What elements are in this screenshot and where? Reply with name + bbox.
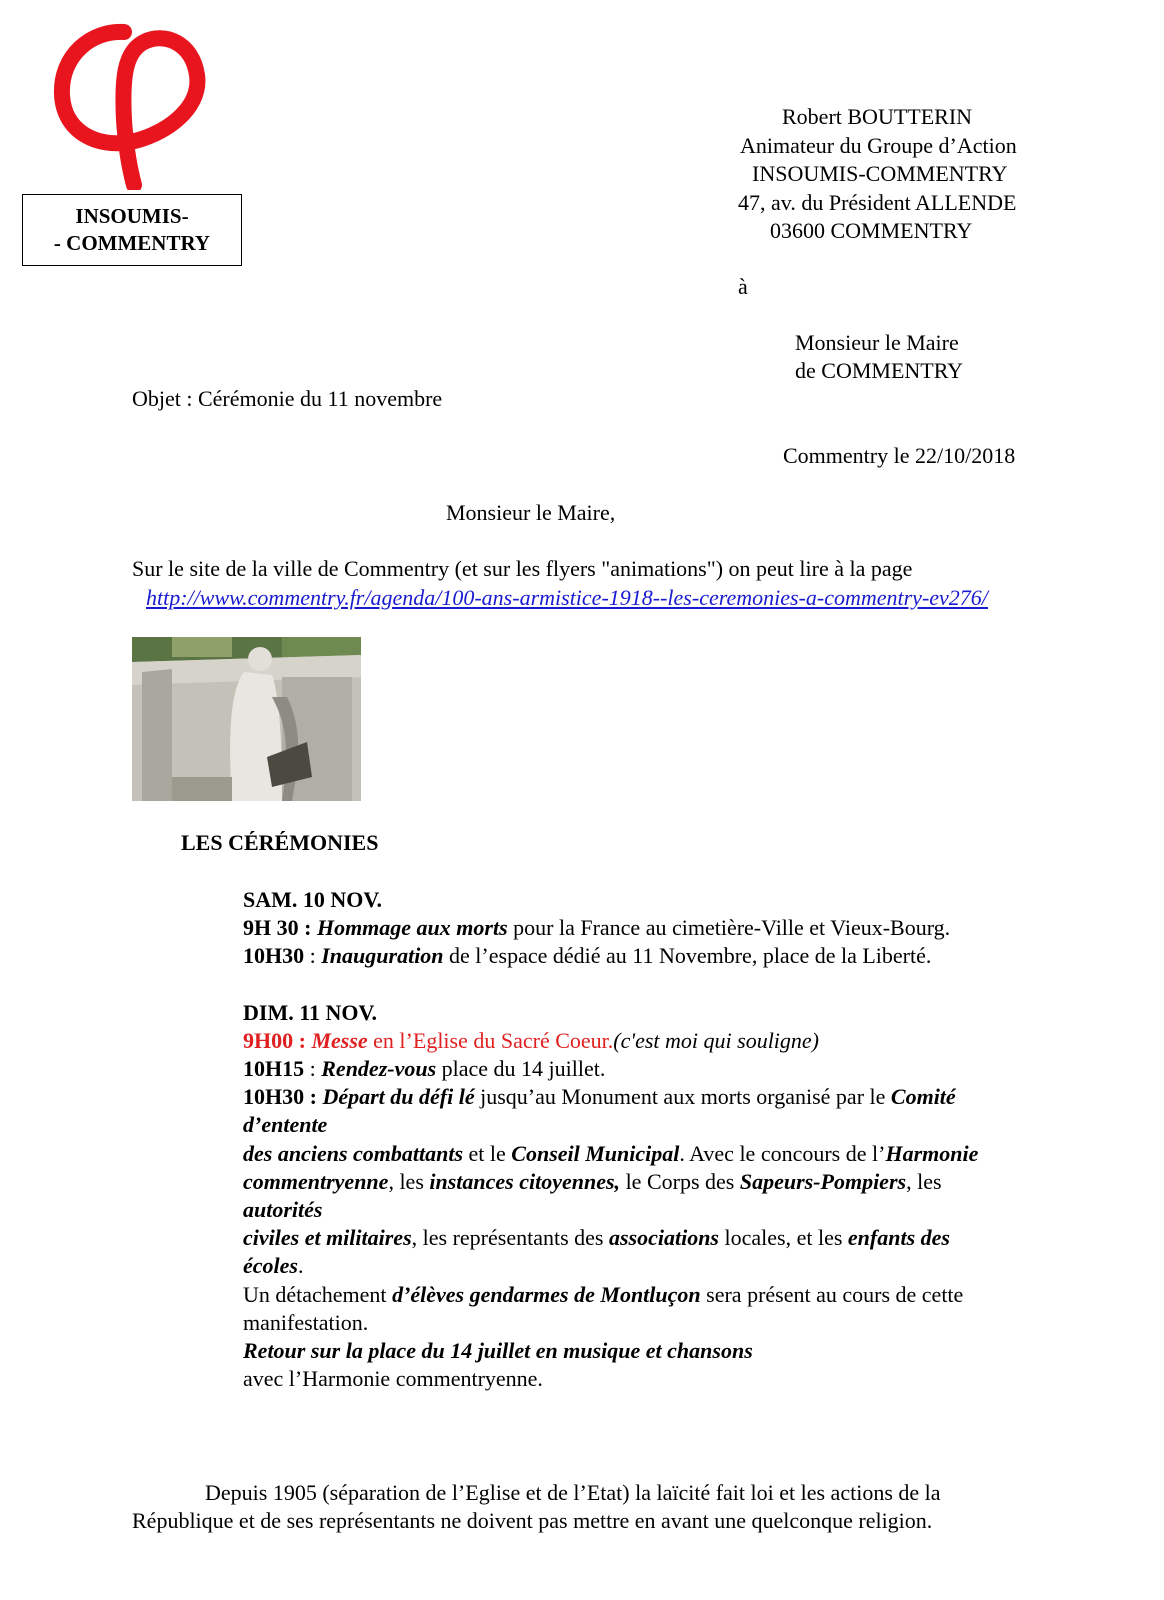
recipient-line1: Monsieur le Maire — [795, 330, 959, 355]
sender-role: Animateur du Groupe d’Action — [740, 132, 1017, 158]
sunday-line-6: commentryenne, les instances citoyennes, le Corps des Sapeurs-Pompiers, les — [243, 1168, 942, 1194]
sunday-line-8: civiles et militaires, les représentants des associations locales, et les enfants des — [243, 1225, 950, 1251]
recipient-line2: de COMMENTRY — [795, 358, 964, 383]
sender-name: Robert BOUTTERIN — [782, 104, 973, 129]
sunday-line-12: Retour sur la place du 14 juillet en musique et chansons — [243, 1338, 753, 1364]
intro-text: Sur le site de la ville de Commentry (et sur les flyers "animations") on peut lire à la page — [132, 556, 913, 581]
sunday-line-13: avec l’Harmonie commentryenne. — [243, 1366, 543, 1392]
sunday-item-3: 10H30 : Départ du défi lé jusqu’au Monument aux morts organisé par le Comité — [243, 1084, 956, 1110]
sunday-item-2: 10H15 : Rendez-vous place du 14 juillet. — [243, 1056, 606, 1082]
footer-line1: Depuis 1905 (séparation de l’Eglise et de l’Etat) la laïcité fait loi et les actions de la — [205, 1480, 941, 1505]
monument-photo — [132, 637, 361, 801]
footer-line2: République et de ses représentants ne doivent pas mettre en avant une quelconque religion. — [132, 1508, 933, 1533]
closing-paragraph — [132, 1479, 1032, 1535]
sunday-line-5: des anciens combattants et le Conseil Municipal. Avec le concours de l’Harmonie — [243, 1140, 979, 1166]
sender-street: 47, av. du Président ALLENDE — [738, 189, 1017, 215]
group-logo-box — [22, 194, 242, 266]
agenda-link[interactable]: http://www.commentry.fr/agenda/100-ans-armistice-1918--les-ceremonies-a-commentry-ev276/ — [146, 585, 988, 610]
sender-block — [736, 103, 1017, 246]
sunday-line-10: Un détachement d’élèves gendarmes de Montluçon sera présent au cours de cette — [243, 1281, 964, 1307]
sender-group: INSOUMIS-COMMENTRY — [752, 161, 1008, 186]
ceremonies-heading: LES CÉRÉMONIES — [181, 830, 379, 855]
letter-date: Commentry le 22/10/2018 — [783, 443, 1016, 468]
saturday-item-2: 10H30 : Inauguration de l’espace dédié au 11 Novembre, place de la Liberté. — [243, 943, 932, 969]
sunday-line-4: d’entente — [243, 1112, 328, 1138]
ceremony-program — [243, 886, 1083, 1393]
sunday-item-1: 9H00 : Messe en l’Eglise du Sacré Coeur.(c'est moi qui souligne) — [243, 1027, 820, 1053]
to-word: à — [738, 274, 748, 299]
salutation: Monsieur le Maire, — [446, 500, 616, 525]
sender-city: 03600 COMMENTRY — [770, 218, 973, 243]
object-line: Objet : Cérémonie du 11 novembre — [132, 386, 443, 411]
sunday-line-9: écoles. — [243, 1253, 304, 1279]
sunday-line-7: autorités — [243, 1197, 323, 1223]
sunday-title: DIM. 11 NOV. — [243, 999, 378, 1025]
sunday-line-11: manifestation. — [243, 1309, 369, 1335]
saturday-title: SAM. 10 NOV. — [243, 887, 382, 912]
saturday-item-1: 9H 30 : Hommage aux morts pour la France au cimetière-Ville et Vieux-Bourg. — [243, 915, 951, 941]
logo-box-line2: - COMMENTRY — [53, 231, 211, 255]
logo-box-line1: INSOUMIS- — [75, 204, 189, 228]
phi-logo-icon — [52, 20, 207, 190]
